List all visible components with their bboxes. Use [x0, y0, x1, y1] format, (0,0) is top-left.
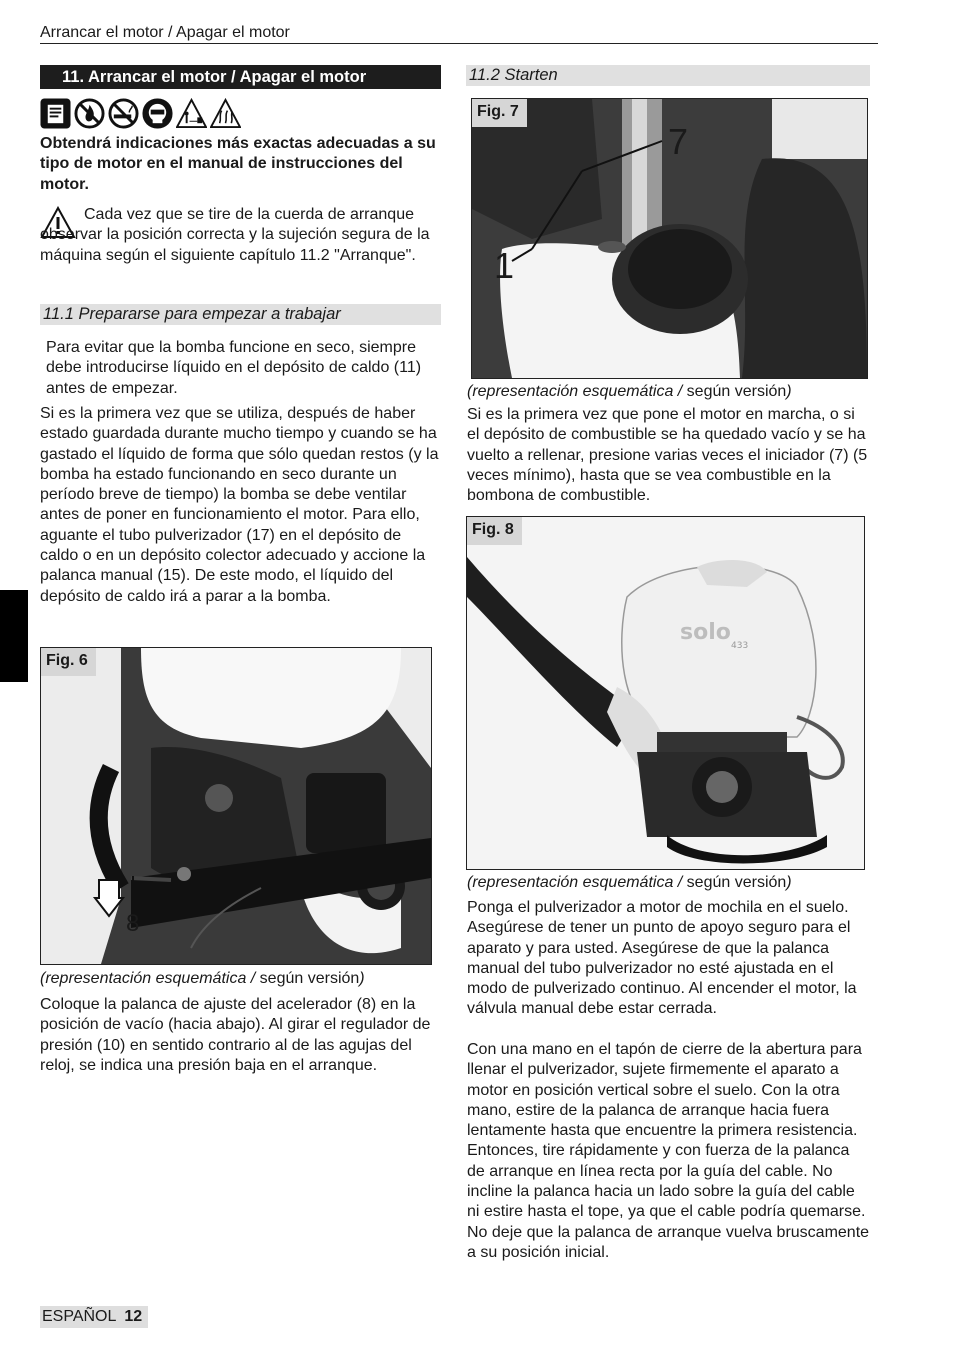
- figure-8: [466, 516, 865, 870]
- figure-7-callout-tank: 1: [494, 245, 515, 286]
- warning-fumes-icon: [210, 98, 241, 129]
- figure-6-caption: (representación esquemática / según versión): [40, 970, 365, 987]
- read-manual-icon: [40, 98, 71, 129]
- warning-text: Cada vez que se tire de la cuerda de arranque observar la posición correcta y la sujeción segura de la máquina según el siguiente capítulo 11.2 "Arranque".: [40, 206, 430, 264]
- page-header-title: Arrancar el motor / Apagar el motor: [40, 24, 290, 41]
- subsection-title-start: 11.2 Starten: [466, 65, 870, 86]
- figure-6-callout: 8: [126, 910, 140, 937]
- no-fire-icon: [74, 98, 105, 129]
- figure-6-label: Fig. 6: [41, 648, 96, 676]
- starting-instructions-2: Con una mano en el tapón de cierre de la abertura para llenar el pulverizador, sujete firmemente el aparato a motor en posición vertical sobre el suelo. Con la otra mano, estire de la palanca de arranque hacia fuera lentamente hasta que encuentre la primera resistencia. Entonces, tire rápidamente y con fuerza de la palanca de arranque en línea recta por la guía del cable. No incline la palanca hacia un lado sobre la guía del cable ni estire hasta el tope, ya que el cable podría quemarse. No deje que la palanca de arranque vuelva bruscamente a su posición inicial.: [467, 1041, 870, 1261]
- prepare-paragraph-1: Para evitar que la bomba funcione en seco, siempre debe introducirse líquido en el depósito de caldo (11) antes de empezar.: [46, 339, 422, 397]
- figure-6-illustration: [41, 648, 431, 964]
- figure-8-label: Fig. 8: [467, 517, 522, 545]
- footer-language: ESPAÑOL: [42, 1308, 117, 1325]
- subsection-title-prepare: 11.1 Prepararse para empezar a trabajar: [40, 304, 441, 325]
- figure-7-callout-primer: 7: [668, 121, 689, 162]
- section-title: 11. Arrancar el motor / Apagar el motor: [40, 65, 441, 89]
- footer-page-info: [40, 1306, 148, 1328]
- figure-7-caption: (representación esquemática / según versión): [467, 383, 792, 400]
- prepare-paragraph-2: Si es la primera vez que se utiliza, después de haber estado guardada durante mucho tiempo y cuando se ha gastado el líquido de forma que sólo quedan restos (y la bomba ha estado funcionando en seco durante un período breve de tiempo) la bomba se debe ventilar antes de poner en funcionamiento el motor. Para ello, aguante el tubo pulverizador (17) en el depósito de caldo o en un depósito colector adecuado y accione la palanca manual (15). De este modo, el líquido del depósito de caldo irá a parar a la bomba.: [40, 405, 439, 605]
- brand-logo: solo: [680, 620, 731, 645]
- figure-8-caption: (representación esquemática / según versión): [467, 874, 792, 891]
- keep-distance-icon: [176, 98, 207, 129]
- throttle-instructions: Coloque la palanca de ajuste del acelerador (8) en la posición de vacío (hacia abajo). Al girar el regulador de presión (10) en sentido contrario al de las agujas del reloj, se indica una presión baja en el arranque.: [40, 996, 431, 1074]
- primer-instructions: Si es la primera vez que pone el motor en marcha, o si el depósito de combustible se ha quedado vacío y se ha vuelto a rellenar, presione varias veces el iniciador (7) (5 veces mínimo), hasta que se vea combustible en la bombona de combustible.: [467, 406, 868, 505]
- intro-note: Obtendrá indicaciones más exactas adecuadas a su tipo de motor en el manual de instrucciones del motor.: [40, 135, 436, 193]
- no-smoking-icon: [108, 98, 139, 129]
- figure-7-label: Fig. 7: [472, 99, 527, 127]
- figure-6: [40, 647, 432, 965]
- wear-protection-icon: [142, 98, 173, 129]
- figure-7: [471, 98, 868, 379]
- starting-instructions-1: Ponga el pulverizador a motor de mochila en el suelo. Asegúrese de tener un punto de apoyo seguro para el aparato y para usted. Asegúrese de que la palanca manual del tubo pulverizador no esté ajustada en el modo de pulverizado continuo. Al encender el motor, la válvula manual debe estar cerrada.: [467, 899, 857, 1018]
- model-label: 433: [731, 641, 749, 651]
- safety-icons-row: [40, 98, 241, 129]
- page-number: 12: [124, 1308, 143, 1325]
- header-rule: [40, 43, 878, 44]
- figure-8-illustration: [467, 517, 864, 869]
- language-tab-marker: [0, 590, 28, 682]
